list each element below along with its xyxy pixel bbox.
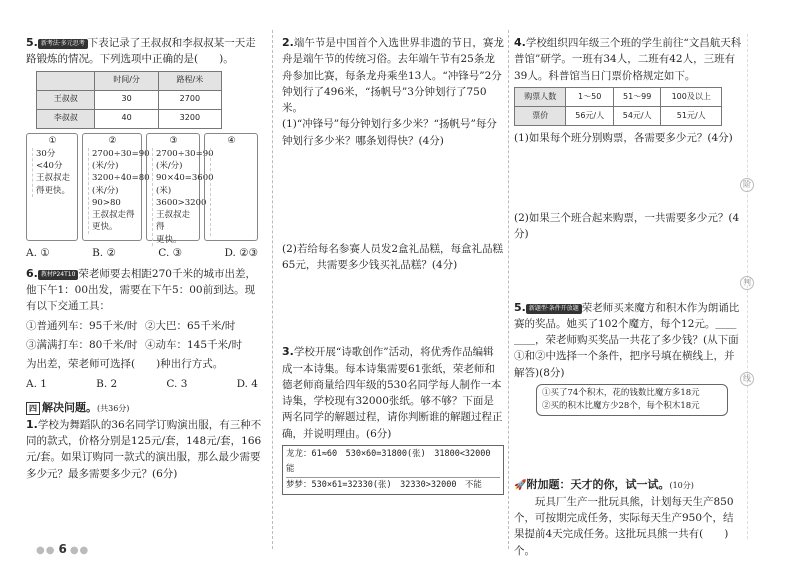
transport-list: ①普通列车：95千米/时 ②大巴：65千米/时 ③满满打车：80千米/时 ④动车：145千米/时 — [26, 319, 243, 351]
binding-marker: 判 — [740, 276, 754, 290]
choice-c[interactable]: C. ③ — [158, 246, 183, 259]
problem-3: 3.学校开展“诗歌创作”活动，将优秀作品编辑成一本诗集。每本诗集需要61张纸，荣老师和德老师商量给四年级的530名同学每人制作一本诗集，学校现有32000张纸。够不够？下面是两名同学的解题过程，请你判断谁的解题过程正确，并说明理由。(6分) 龙龙：61≈60 530×60=31800(张) 31800<32000 能 梦梦：530×61=32330(张) 32330>32000 不能 — [282, 343, 504, 495]
choices — [26, 376, 258, 392]
rocket-icon: 🚀 — [514, 480, 527, 492]
ticket-table: 购票人数 1～50 51～99 100及以上 票价 56元/人 54元/人 51元/人 — [514, 87, 722, 126]
condition-1: ①买了74个积木，花的钱数比魔方多18元 — [542, 387, 700, 398]
footer-dots: ●● — [36, 545, 56, 557]
question-5: 5. 新考法·多元思考 下表记录了王叔叔和李叔叔某一天走路锻炼的情况。下列选项中正确的是( )。 时间/分 路程/米 王叔叔 30 2700 李叔叔 40 3200 ① 30分 <40分 王叔叔走 得更快。 ② 2700÷30=90 (米/分) 3200÷40=80 (米/分) 90>80 王叔叔走得 更快。 ③ 2700÷30=90 (米/分) 90×40=3600 (米) 3600>3200 王叔叔走得 更快。 ④ A. ① B. ② C. ③ D. ②③ — [26, 34, 264, 261]
column-left — [26, 34, 264, 486]
column-middle — [282, 34, 504, 499]
solution-mengmeng: 梦梦：530×61=32330(张) 32330>32000 不能 — [286, 479, 482, 490]
choice-b[interactable]: B. 2 — [96, 378, 118, 391]
choices — [26, 245, 258, 261]
solution-longlong: 龙龙：61≈60 530×60=31800(张) 31800<32000 能 — [286, 447, 500, 478]
condition-box — [536, 384, 728, 416]
question-tag: 新题型·条件开放题 — [526, 304, 582, 314]
option-box-1: ① 30分 <40分 王叔叔走 得更快。 — [26, 133, 78, 241]
problem-1: 1.学校为舞蹈队的36名同学订购演出服，有三种不同的款式，价格分别是125元/套，148元/套，166元/套。如果订购同一款式的演出服，那么最少需要多少元？最多需要多少元？(6分) — [26, 417, 262, 480]
bonus-question: 🚀附加题：天才的你，试一试。(10分) 玩具厂生产一批玩具熊，计划每天生产850个，可按期完成任务，实际每天生产950个，结果提前4天完成任务。这批玩具熊一共有( )个。 — [514, 478, 734, 557]
binding-marker: 线 — [740, 372, 754, 386]
choice-a[interactable]: A. ① — [26, 246, 50, 259]
question-6: 6. 教材P24T10 荣老师要去相距270千米的城市出差，他下午1：00出发，需要在下午5：00前到达。现有以下交通工具： ①普通列车：95千米/时 ②大巴：65千米/时 ③满满打车：80千米/时 ④动车：145千米/时 为出差，荣老师可选择( )种出行方式。 A. 1 B. 2 C. 3 D. 4 — [26, 265, 264, 393]
column-divider — [272, 30, 273, 549]
option-box-3: ③ 2700÷30=90 (米/分) 90×40=3600 (米) 3600>3200 王叔叔走得 更快。 — [146, 133, 200, 241]
page-footer — [36, 540, 89, 559]
problem-4: 4.学校组织四年级三个班的学生前往“文昌航天科普馆”研学。一班有34人，二班有42人，三班有39人。科普馆当日门票价格规定如下。 购票人数 1～50 51～99 100及以上 票价 56元/人 54元/人 51元/人 (1)如果每个班分别购票，各需要多少元？(4分) (2)如果三个班合起来购票，一共需要多少元？(4分) — [514, 36, 742, 241]
section-icon: 四 — [26, 402, 40, 415]
problem-5: 5. 新题型·条件开放题 荣老师买来魔方和积木作为朗诵比赛的奖品。她买了102个魔方，每个12元。＿＿＿＿，荣老师购买奖品一共花了多少钱？(从下面①和②中选择一个条件，把序号填在横线上，并解答)(8分) ①买了74个积木，花的钱数比魔方多18元 ②买的积木比魔方少28个，每个积木18元 — [514, 299, 742, 417]
binding-marker: 阶 — [740, 178, 754, 192]
problem-2: 2.端午节是中国首个入选世界非遗的节日，赛龙舟是端午节的传统习俗。去年端午节有25条龙舟参加比赛，每条龙舟乘坐13人。“冲锋号”2分钟划行了496米，“扬帆号”3分钟划行了750米。 (1)“冲锋号”每分钟划行多少米？“扬帆号”每分钟划行多少米？哪条划得快？(4分) (2)若给每名参赛人员发2盒礼品糕，每盒礼品糕65元，共需要多少钱买礼品糕？(4分) — [282, 36, 504, 272]
section-header: 四 解决问题。(共36分) — [26, 399, 264, 416]
footer-dots: ●● — [69, 545, 90, 557]
choice-a[interactable]: A. 1 — [26, 378, 47, 391]
question-tag: 教材P24T10 — [38, 270, 79, 280]
question-tag: 新考法·多元思考 — [38, 39, 88, 49]
choice-b[interactable]: B. ② — [92, 246, 116, 259]
choice-d[interactable]: D. 4 — [236, 378, 258, 391]
condition-2: ②买的积木比魔方少28个，每个积木18元 — [542, 401, 700, 412]
choice-c[interactable]: C. 3 — [166, 378, 188, 391]
walking-table: 时间/分 路程/米 王叔叔 30 2700 李叔叔 40 3200 — [36, 71, 222, 129]
page-number: 6 — [58, 542, 67, 557]
column-right — [514, 34, 742, 563]
option-box-4: ④ — [204, 133, 258, 241]
column-divider — [508, 30, 509, 549]
option-box-2: ② 2700÷30=90 (米/分) 3200÷40=80 (米/分) 90>80 王叔叔走得 更快。 — [82, 133, 142, 241]
solution-box — [282, 445, 504, 495]
choice-d[interactable]: D. ②③ — [224, 246, 258, 259]
